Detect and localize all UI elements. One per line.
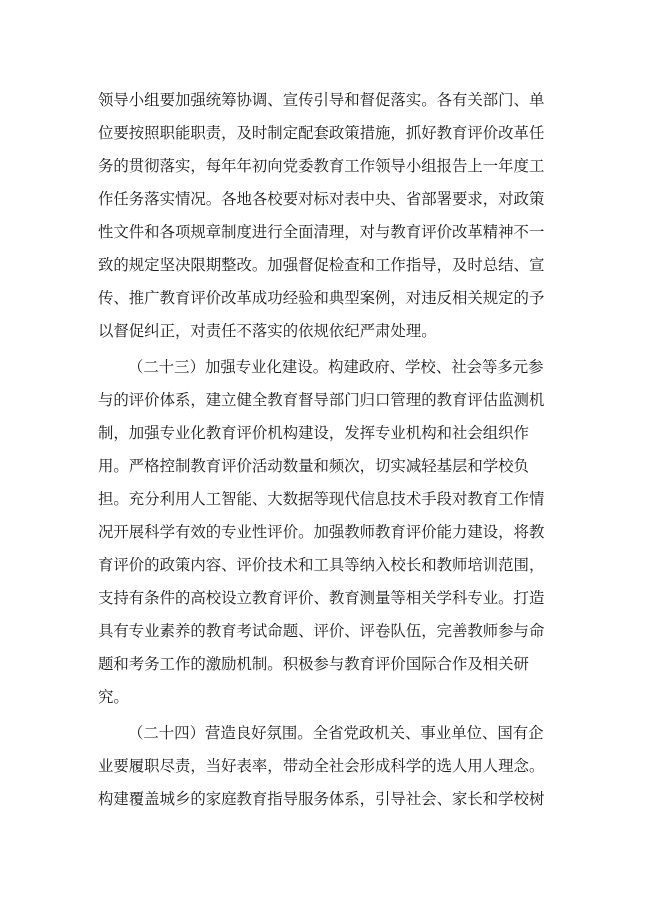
text-line: 领导小组要加强统筹协调、宣传引导和督促落实。各有关部门、单 <box>98 91 545 109</box>
text-line: 题和考务工作的激励机制。积极参与教育评价国际合作及相关研 <box>98 655 529 673</box>
text-line: 究。 <box>98 688 129 706</box>
text-line: 作任务落实情况。各地各校要对标对表中央、省部署要求，对政策 <box>98 190 545 208</box>
text-line: 业要履职尽责，当好表率，带动全社会形成科学的选人用人理念。 <box>98 757 545 775</box>
text-line: 用。严格控制教育评价活动数量和频次，切实减轻基层和学校负 <box>98 457 529 475</box>
text-line: 具有专业素养的教育考试命题、评价、评卷队伍，完善教师参与命 <box>98 622 545 640</box>
text-line: 性文件和各项规章制度进行全面清理，对与教育评价改革精神不一 <box>98 223 545 241</box>
text-line: 以督促纠正，对责任不落实的依规依纪严肃处理。 <box>98 322 437 340</box>
text-line: 位要按照职能职责，及时制定配套政策措施，抓好教育评价改革任 <box>98 124 545 142</box>
text-line: 务的贯彻落实，每年年初向党委教育工作领导小组报告上一年度工 <box>98 157 545 175</box>
text-line: 担。充分利用人工智能、大数据等现代信息技术手段对教育工作情 <box>98 490 545 508</box>
text-line: 传、推广教育评价改革成功经验和典型案例，对违反相关规定的予 <box>98 289 545 307</box>
text-line: （二十三）加强专业化建设。构建政府、学校、社会等多元参 <box>128 358 544 376</box>
text-line: 构建覆盖城乡的家庭教育指导服务体系，引导社会、家长和学校树 <box>98 790 545 808</box>
text-line: 制，加强专业化教育评价机构建设，发挥专业机构和社会组织作 <box>98 424 529 442</box>
text-line: 与的评价体系，建立健全教育督导部门归口管理的教育评估监测机 <box>98 391 545 409</box>
text-line: 致的规定坚决限期整改。加强督促检查和工作指导，及时总结、宣 <box>98 256 545 274</box>
text-line: （二十四）营造良好氛围。全省党政机关、事业单位、国有企 <box>128 724 544 742</box>
text-line: 支持有条件的高校设立教育评价、教育测量等相关学科专业。打造 <box>98 589 545 607</box>
text-line: 育评价的政策内容、评价技术和工具等纳入校长和教师培训范围， <box>98 556 545 574</box>
text-line: 况开展科学有效的专业性评价。加强教师教育评价能力建设，将教 <box>98 523 545 541</box>
